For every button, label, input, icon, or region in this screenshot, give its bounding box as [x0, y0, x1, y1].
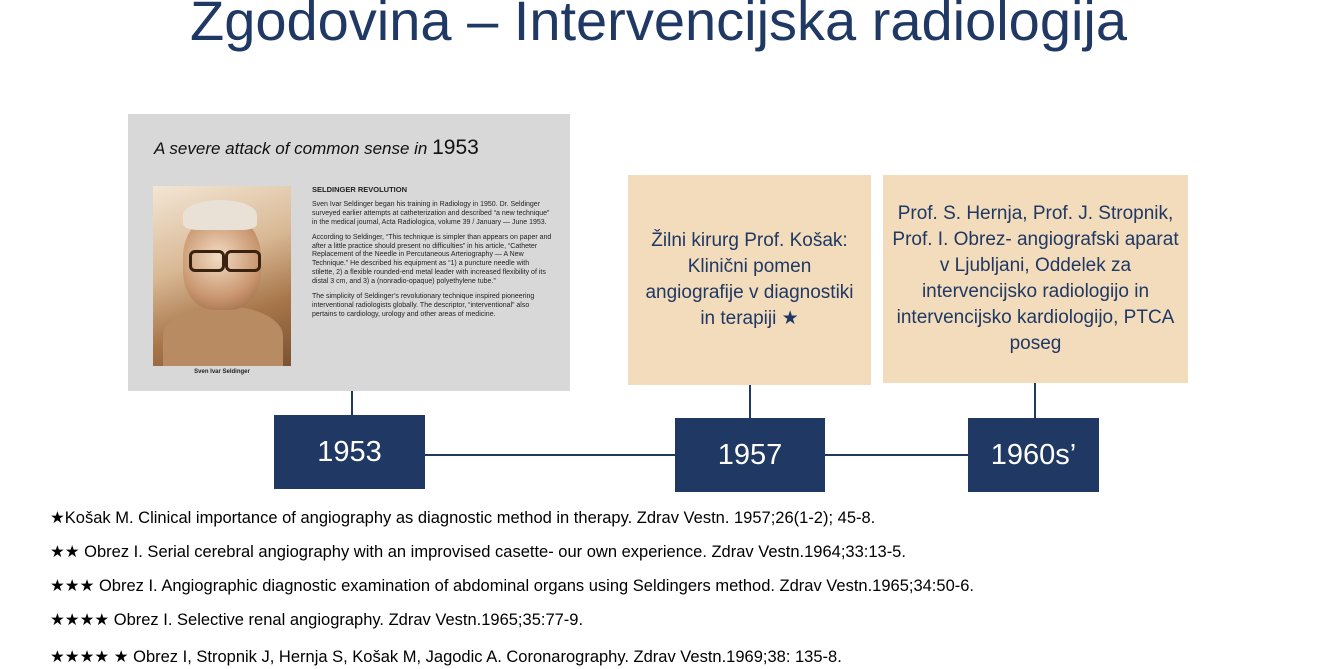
- event-box-1957: [628, 175, 871, 385]
- portrait-glasses-right: [225, 250, 261, 272]
- article-body: [312, 186, 552, 326]
- article-headline-text: A severe attack of common sense in: [154, 139, 433, 158]
- timeline-connector-1960s: [1034, 383, 1036, 418]
- timeline-connector-1957: [749, 385, 751, 418]
- event-box-1960s: [883, 175, 1188, 383]
- seldinger-article-image: [128, 114, 570, 391]
- portrait-hair: [183, 200, 257, 230]
- photo-caption: Sven Ivar Seldinger: [194, 369, 250, 375]
- seldinger-portrait: [153, 186, 291, 366]
- timeline-year-1953: 1953: [274, 415, 425, 489]
- article-paragraph: According to Seldinger, “This technique is simpler than appears on paper and after a little practice should present no difficulties” in his article, “Catheter Replacement of the Needle in Percutaneous Arteriography — A New Technique.” He described his equipment as “1) a puncture needle with stilette, 2) a flexible rounded-end metal leader with increased flexibility of its distal 3 cm, and 3) a (nonradio-opaque) polyethylene tube.”: [312, 233, 552, 286]
- reference-item: ★★★ Obrez I. Angiographic diagnostic examination of abdominal organs using Seldingers method. Zdrav Vestn.1965;34:50-6.: [50, 577, 974, 595]
- article-paragraph: Sven Ivar Seldinger began his training in Radiology in 1950. Dr. Seldinger surveyed earlier attempts at catheterization and described “a new technique” in the medical journal, Acta Radiologica, volume 39 / January — June 1953.: [312, 200, 550, 226]
- reference-item: ★★★★ ★ Obrez I, Stropnik J, Hernja S, Košak M, Jagodic A. Coronarography. Zdrav Vestn.1969;38: 135-8.: [50, 648, 842, 666]
- article-headline-year: 1953: [432, 136, 479, 159]
- event-box-1957-text: Žilni kirurg Prof. Košak: Klinični pomen angiografije v diagnostiki in terapiji ★: [645, 230, 854, 329]
- portrait-glasses-left: [189, 250, 225, 272]
- event-box-1960s-text: Prof. S. Hernja, Prof. J. Stropnik, Prof. I. Obrez- angiografski aparat v Ljubljani, Oddelek za intervencijsko radiologijo in intervencijsko kardiologijo, PTCA poseg: [892, 203, 1179, 354]
- reference-item: ★★ Obrez I. Serial cerebral angiography with an improvised casette- our own experience. Zdrav Vestn.1964;33:13-5.: [50, 543, 906, 561]
- article-paragraph: The simplicity of Seldinger’s revolutionary technique inspired pioneering interventional radiologists globally. The descriptor, “interventional” also pertains to cardiology, urology and other areas of medicine.: [312, 293, 535, 318]
- portrait-shoulders: [163, 306, 283, 366]
- slide-title: [0, 0, 1317, 53]
- reference-item: ★★★★ Obrez I. Selective renal angiography. Zdrav Vestn.1965;35:77-9.: [50, 611, 584, 629]
- timeline-year-1960s: 1960s’: [968, 418, 1099, 492]
- reference-item: ★Košak M. Clinical importance of angiography as diagnostic method in therapy. Zdrav Vestn. 1957;26(1-2); 45-8.: [50, 509, 876, 527]
- title-prefix: Zgodovina –: [190, 0, 499, 52]
- timeline-year-1957: 1957: [675, 418, 825, 492]
- article-headline: [154, 136, 479, 160]
- title-main: Intervencijska radiologija: [498, 0, 1127, 52]
- article-section-heading: SELDINGER REVOLUTION: [312, 185, 408, 194]
- timeline-connector-1953: [351, 391, 353, 415]
